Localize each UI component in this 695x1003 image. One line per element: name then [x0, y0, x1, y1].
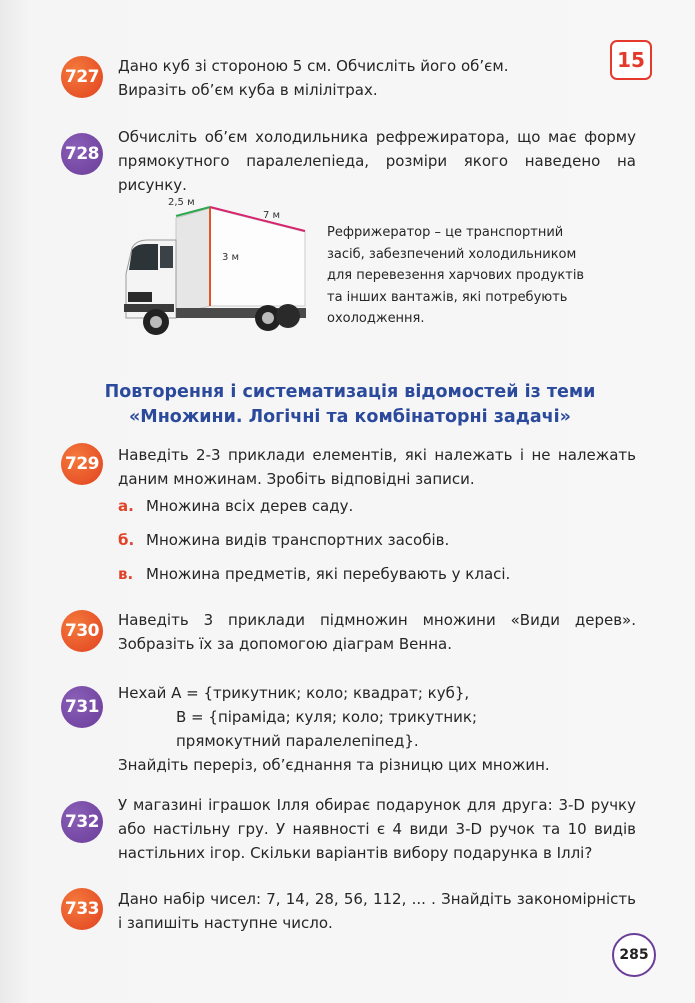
exercise-number-badge-727	[61, 56, 103, 98]
section-title-line: Повторення і систематизація відомостей із теми	[104, 382, 596, 402]
exercise-number-badge-730	[61, 610, 103, 652]
chapter-number-box	[610, 40, 652, 80]
dim-width-label: 2,5 м	[168, 197, 195, 208]
page-number-circle	[612, 933, 656, 977]
subitem-a	[118, 497, 353, 515]
text-line: або настільну гру. У наявності є 4 види 3-D ручок та 10 видів	[118, 820, 636, 838]
subitem-text: Множина всіх дерев саду.	[146, 497, 354, 515]
page-number: 285	[619, 947, 649, 963]
exercise-732-text	[118, 793, 636, 865]
exercise-730-text	[118, 608, 636, 656]
exercise-729-text	[118, 443, 636, 491]
exercise-number-badge-733	[61, 888, 103, 930]
caption-line: Рефрижератор – це транспортний	[327, 225, 564, 240]
text-line: Нехай A = {трикутник; коло; квадрат; куб},	[118, 684, 470, 702]
text-line: Дано набір чисел: 7, 14, 28, 56, 112, ... . Знайдіть закономірність	[118, 890, 636, 908]
front-grille	[128, 292, 152, 302]
text-line: У магазині іграшок Ілля обирає подарунок для друга: 3-D ручку	[118, 796, 636, 814]
subitem-text: Множина предметів, які перебувають у класі.	[146, 565, 511, 583]
exercise-number: 727	[65, 67, 99, 87]
chapter-number: 15	[617, 48, 645, 72]
caption-line: та інших вантажів, які потребують	[327, 289, 568, 305]
cargo-box-front	[176, 208, 210, 314]
text-line: Наведіть 3 приклади підмножин множини «Види дерев».	[118, 611, 636, 629]
text-line: Дано куб зі стороною 5 см. Обчисліть його об’єм.	[118, 57, 509, 75]
text-line: Виразіть об’єм куба в мілілітрах.	[118, 81, 378, 99]
text-line: Обчисліть об’єм холодильника рефрежиратора, що має форму	[118, 128, 636, 146]
text-line: Наведіть 2-3 приклади елементів, які належать і не належать	[118, 446, 636, 464]
caption-line: для перевезення харчових продуктів	[327, 268, 585, 283]
text-line: рисунку.	[118, 176, 187, 194]
exercise-number: 730	[65, 621, 99, 641]
text-line: даним множинам. Зробіть відповідні записи.	[118, 470, 475, 488]
subitem-c	[118, 565, 510, 583]
text-line: і запишіть наступне число.	[118, 914, 333, 932]
subitem-letter: а.	[118, 497, 134, 515]
exercise-728-text	[118, 125, 636, 197]
front-bumper	[124, 304, 174, 312]
exercise-number-badge-728	[61, 133, 103, 175]
front-wheel-hub	[150, 316, 162, 328]
side-window	[160, 246, 173, 268]
text-line: Зобразіть їх за допомогою діаграм Венна.	[118, 635, 452, 653]
exercise-727-text	[118, 54, 568, 102]
subitem-b	[118, 531, 449, 549]
subitem-letter: в.	[118, 565, 134, 583]
text-line: настільних ігор. Скільки варіантів вибору подарунка в Іллі?	[118, 844, 593, 862]
section-title-line: «Множини. Логічні та комбінаторні задачі»	[129, 407, 571, 427]
exercise-731-text	[118, 681, 636, 777]
text-line: прямокутного паралелепіеда, розміри якого наведено на	[118, 152, 636, 170]
text-line: B = {піраміда; куля; коло; трикутник;	[176, 708, 478, 726]
caption-line: засіб, забезпечений холодильником	[327, 246, 577, 262]
section-title	[60, 380, 640, 430]
exercise-number: 733	[65, 899, 99, 919]
exercise-number: 732	[65, 812, 99, 832]
truck-caption	[327, 222, 627, 330]
caption-line: охолодження.	[327, 311, 425, 326]
exercise-number: 728	[65, 144, 99, 164]
exercise-number-badge-731	[61, 686, 103, 728]
dim-length-label: 7 м	[263, 210, 281, 221]
exercise-number-badge-729	[61, 443, 103, 485]
dim-height-label: 3 м	[222, 252, 240, 263]
rear-wheel-hub	[262, 312, 274, 324]
subitem-letter: б.	[118, 531, 135, 549]
text-line: прямокутний паралелепіпед}.	[176, 732, 419, 750]
text-line: Знайдіть переріз, об’єднання та різницю цих множин.	[118, 756, 550, 774]
exercise-number-badge-732	[61, 801, 103, 843]
exercise-733-text	[118, 887, 636, 935]
exercise-number: 729	[65, 454, 99, 474]
exercise-number: 731	[65, 697, 99, 717]
subitem-text: Множина видів транспортних засобів.	[146, 531, 450, 549]
rear-wheel-2	[276, 304, 300, 328]
refrigerator-truck-illustration	[118, 196, 318, 346]
